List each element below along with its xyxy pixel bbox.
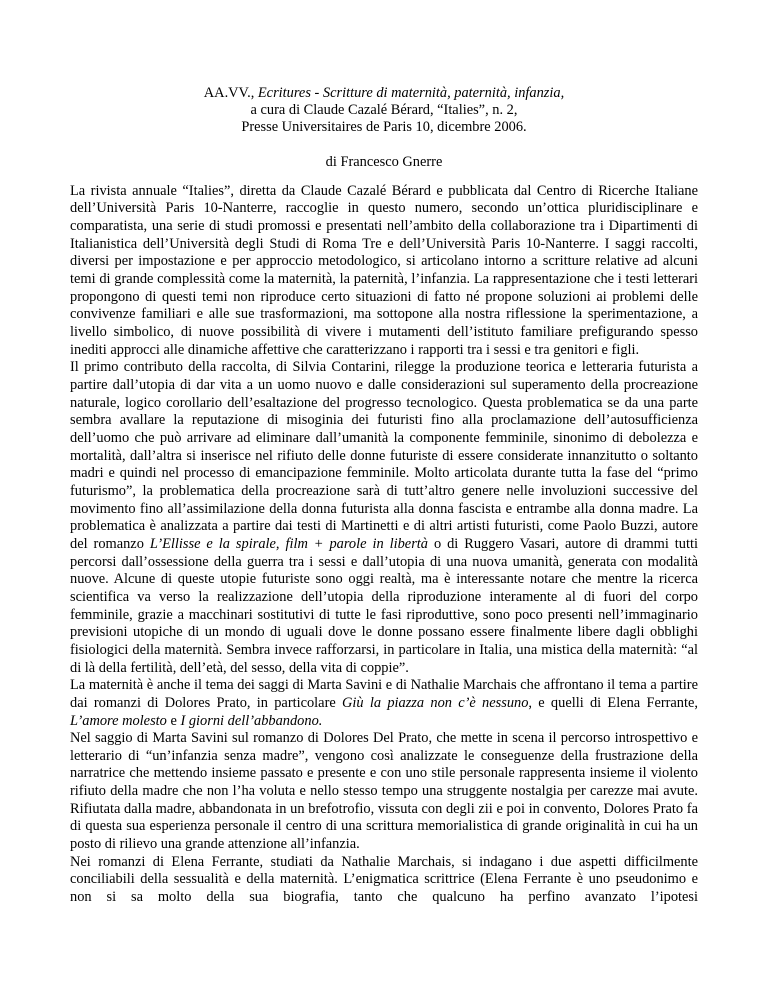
novel-title-giorni-abbandono: I giorni dell’abbandono. [180, 712, 323, 729]
paragraph-5: Nei romanzi di Elena Ferrante, studiati da Nathalie Marchais, si indagano i due aspetti difficilmente conciliabili della sessualità e della maternità. L’enigmatica scrittrice (Elena Ferrante è uno pseudonimo e non si sa molto della sua biografia, tanto che qualcuno ha perfino avanzato l’ipotesi [70, 853, 698, 906]
paragraph-3-text-c: e [166, 712, 181, 729]
header-line-3: Presse Universitaires de Paris 10, dicembre 2006. [241, 119, 527, 136]
novel-title-ellisse: L’Ellisse e la spirale, film + parole in libertà [149, 535, 428, 552]
novel-title-amore-molesto: L’amore molesto [70, 712, 167, 729]
paragraph-2-text-b: o di Ruggero Vasari, autore di drammi tutti percorsi dall’ossessione della guerra tra i sessi e dall’utopia di una nuova umanità, generata con modalità nuove. Alcune di queste utopie futuriste sono oggi realtà, ma è interessante notare che mentre la ricerca scientifica va verso la realizzazione dell’utopia della riproduzione interamente al di fuori del corpo femminile, grazie a macchinari sostitutivi di tutte le fasi riproduttive, sono poco presenti nell’immaginario previsioni utopiche di un mondo di uguali dove le donne possano essere finalmente libere dagli obblighi fisiologici della maternità. Sembra invece rafforzarsi, in particolare in Italia, una mistica della maternità: “al di là della fertilità, dell’età, del sesso, della vita di coppie”. [70, 535, 698, 676]
byline: di Francesco Gnerre [325, 153, 443, 170]
paragraph-3 [70, 677, 698, 730]
header-line-1 [70, 85, 698, 102]
paragraph-3-text-a: La maternità è anche il tema dei saggi di Marta Savini e di Nathalie Marchais che affrontano il tema a partire dai romanzi di Dolores Prato, in particolare [70, 677, 698, 711]
paragraph-4: Nel saggio di Marta Savini sul romanzo di Dolores Del Prato, che mette in scena il percorso introspettivo e letterario di “un’infanzia senza madre”, vengono così analizzate le conseguenze della frustrazione della narratrice che mettendo insieme passato e presente e con uno stile personale rappresenta insieme il violento rifiuto della madre che non l’ha voluta e nello stesso tempo una struggente nostalgia per carezze mai avute. Rifiutata dalla madre, abbandonata in un brefotrofio, vissuta con degli zii e poi in convento, Dolores Prato fa di questa sua esperienza personale il centro di una scrittura memorialistica di grande originalità in cui ha un posto di rilievo una grande attenzione all’infanzia. [70, 730, 698, 853]
book-title: Ecritures - Scritture di maternità, paternità, infanzia, [257, 85, 565, 101]
paragraph-2 [70, 359, 698, 677]
review-header [70, 85, 698, 137]
paragraph-3-text-b: , e quelli di Elena Ferrante, [528, 694, 698, 711]
paragraph-1: La rivista annuale “Italies”, diretta da Claude Cazalé Bérard e pubblicata dal Centro di Ricerche Italiane dell’Università Paris 10-Nanterre, raccoglie in questo numero, secondo un’ottica pluridisciplinare e comparatista, una serie di studi promossi e presentati nell’ambito della collaborazione tra i Dipartimenti di Italianistica dell’Università degli Studi di Roma Tre e dell’Università Paris 10-Nanterre. I saggi raccolti, diversi per impostazione e per approccio metodologico, si articolano intorno a scritture relative ad alcuni temi di grande complessità come la maternità, la paternità, l’infanzia. La rappresentazione che i testi letterari propongono di questi temi non riproduce certo situazioni di fatto né propone soluzioni ai problemi delle convivenze familiari e alle sue trasformazioni, ma sottopone alla nostra riflessione la sperimentazione, a livello simbolico, di nuove possibilità di vivere i mutamenti dell’istituto familiare prefigurando spesso inediti approcci alle dinamiche affettive che caratterizzano i rapporti tra i sessi e tra genitori e figli. [70, 182, 698, 358]
article-body [70, 183, 698, 907]
book-authors: AA.VV., [203, 85, 258, 101]
novel-title-prato: Giù la piazza non c’è nessuno [342, 694, 529, 711]
paragraph-2-text-a: Il primo contributo della raccolta, di Silvia Contarini, rilegge la produzione teorica e letteraria futurista a partire dall’utopia di dar vita a un uomo nuovo e dalle considerazioni sul superamento della procreazione naturale, logico corollario dell’esaltazione del progresso tecnologico. Questa problematica se da una parte sembra avallare la reputazione di misoginia dei futuristi fino alla proclamazione dell’autosufficienza dell’uomo che può arrivare ad eliminare dall’umanità la componente femminile, sinonimo di debolezza e mortalità, dall’altra si inserisce nel rifiuto delle donne futuriste di essere considerate innanzitutto o soltanto madri e quindi nel processo di emancipazione femminile. Molto articolata durante tutta la fase del “primo futurismo”, la problematica della procreazione sarà di tutt’altro genere nelle involuzioni successive del movimento fino all’assimilazione della donna futurista alla donna fascista e entrambe alla donna madre. La problematica è analizzata a partire dai testi di Martinetti e di altri artisti futuristi, come Paolo Buzzi, autore del romanzo [70, 359, 698, 552]
header-line-2: a cura di Claude Cazalé Bérard, “Italies”, n. 2, [250, 102, 518, 119]
